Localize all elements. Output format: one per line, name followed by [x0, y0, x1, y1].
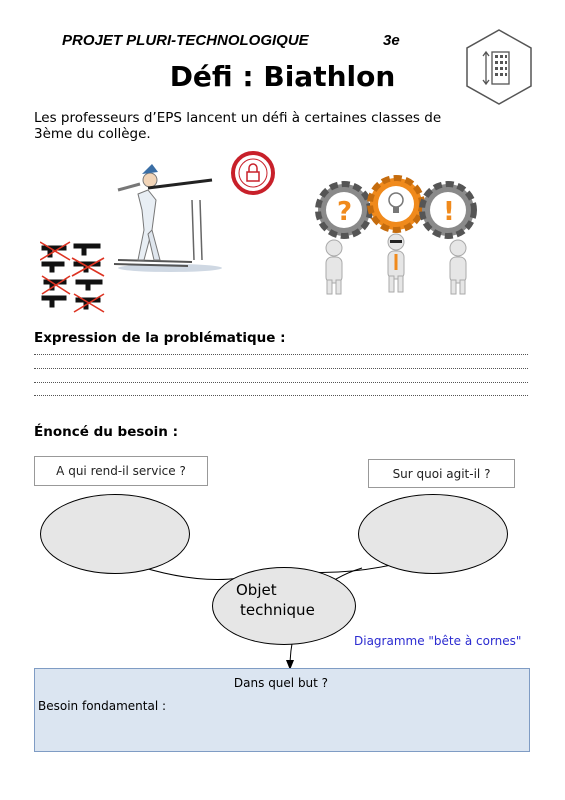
problematique-heading: Expression de la problématique : [34, 330, 286, 346]
page-title: Défi : Biathlon [169, 60, 396, 93]
qui-label-box: A qui rend-il service ? [34, 456, 208, 486]
intro-text: Les professeurs d’EPS lancent un défi à certaines classes de 3ème du collège. [34, 110, 442, 142]
svg-text:?: ? [337, 197, 353, 227]
but-label: Dans quel but ? [233, 676, 329, 690]
besoin-heading: Énoncé du besoin : [34, 424, 179, 440]
diagram-caption: Diagramme "bête à cornes" [354, 634, 522, 648]
header-grade: 3e [383, 32, 400, 49]
quoi-label-box: Sur quoi agit-il ? [368, 459, 515, 488]
qui-answer-ellipse[interactable] [40, 494, 190, 574]
besoin-fondamental-label: Besoin fondamental : [38, 699, 167, 713]
header-project-title: PROJET PLURI-TECHNOLOGIQUE [62, 32, 309, 49]
objet-technique-label [236, 580, 315, 620]
svg-text:!: ! [443, 197, 455, 227]
quoi-answer-ellipse[interactable] [358, 494, 508, 574]
objet-line2: technique [240, 601, 315, 619]
objet-line1: Objet [236, 581, 277, 599]
